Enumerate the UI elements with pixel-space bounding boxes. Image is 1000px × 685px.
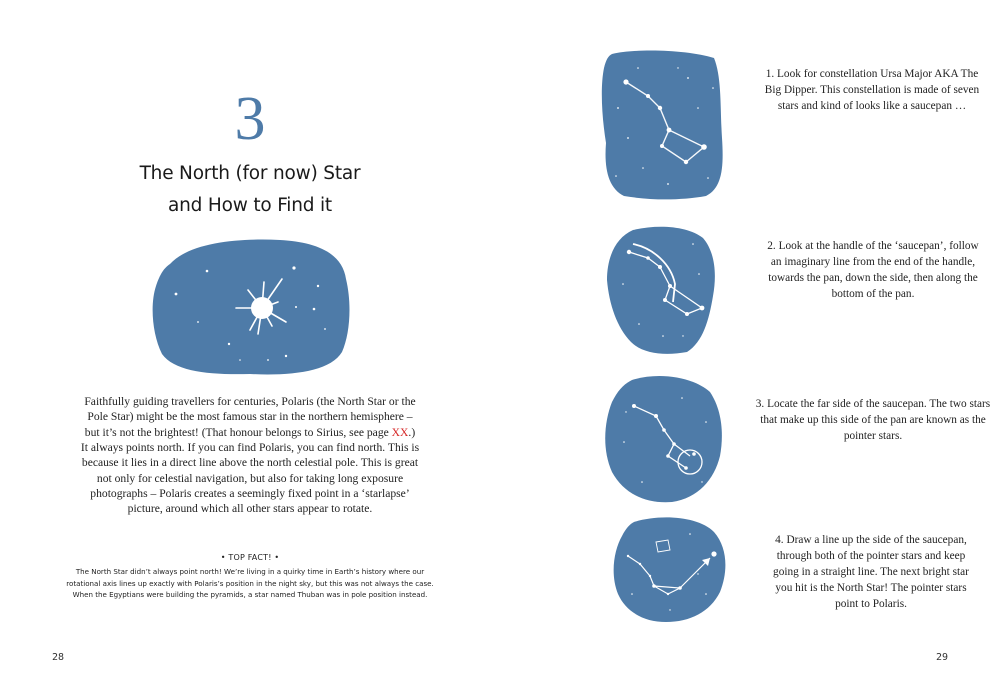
bright-star-icon	[150, 234, 352, 377]
page-number-left: 28	[52, 652, 65, 663]
big-dipper-icon	[598, 48, 726, 200]
right-page	[500, 0, 1000, 685]
pointer-stars-circled-icon	[602, 372, 724, 504]
body-text-part-1: Faithfully guiding travellers for centuries, Polaris (the North Star or the Pole Star) might be the most famous star in the northern hemisphere – but it’s not the brightest! (That honour belongs to Sirius, see page	[84, 395, 416, 439]
step-4-text: 4. Draw a line up the side of the saucepan, through both of the pointer stars and keep going in a straight line. The next bright star you hit is the North Star! The pointer stars point to Polaris.	[773, 534, 969, 610]
step-2-text: 2. Look at the handle of the ‘saucepan’, follow an imaginary line from the end of the handle, towards the pan, down the side, then along the bottom of the pan.	[767, 240, 979, 300]
page-number-right: 29	[936, 652, 949, 663]
body-text-part-2: .) It always points north. If you can find Polaris, you can find north. This is because it lies in a direct line above the north celestial pole. This is great not only for celestial navigation, but also for taking long exposure photographs – Polaris creates a seemingly fixed point in a ‘starlapse’ picture, around which all other stars appear to rotate.	[80, 425, 420, 516]
chapter-title-line-2: and How to Find it	[168, 195, 332, 216]
chapter-title-line-1: The North (for now) Star	[139, 163, 361, 184]
body-paragraph	[80, 394, 420, 517]
chapter-title	[0, 158, 500, 222]
top-fact-text: The North Star didn’t always point north! We’re living in a quirky time in Earth’s history where our rotational axis lines up exactly with Polaris’s position in the night sky, but this was not always the case. When the Egyptians were building the pyramids, a star named Thuban was in pole position instead.	[66, 567, 434, 600]
step-3-text: 3. Locate the far side of the saucepan. The two stars that make up this side of the pan are known as the pointer stars.	[755, 398, 991, 442]
step-1-text: 1. Look for constellation Ursa Major AKA The Big Dipper. This constellation is made of seven stars and kind of looks like a saucepan …	[764, 68, 980, 112]
dipper-handle-trace-icon	[603, 224, 719, 356]
page-reference-link[interactable]: XX	[391, 425, 409, 439]
pointer-arrow-to-polaris-icon	[610, 514, 730, 624]
chapter-number: 3	[234, 85, 266, 153]
top-fact-heading: • TOP FACT! •	[220, 553, 280, 562]
